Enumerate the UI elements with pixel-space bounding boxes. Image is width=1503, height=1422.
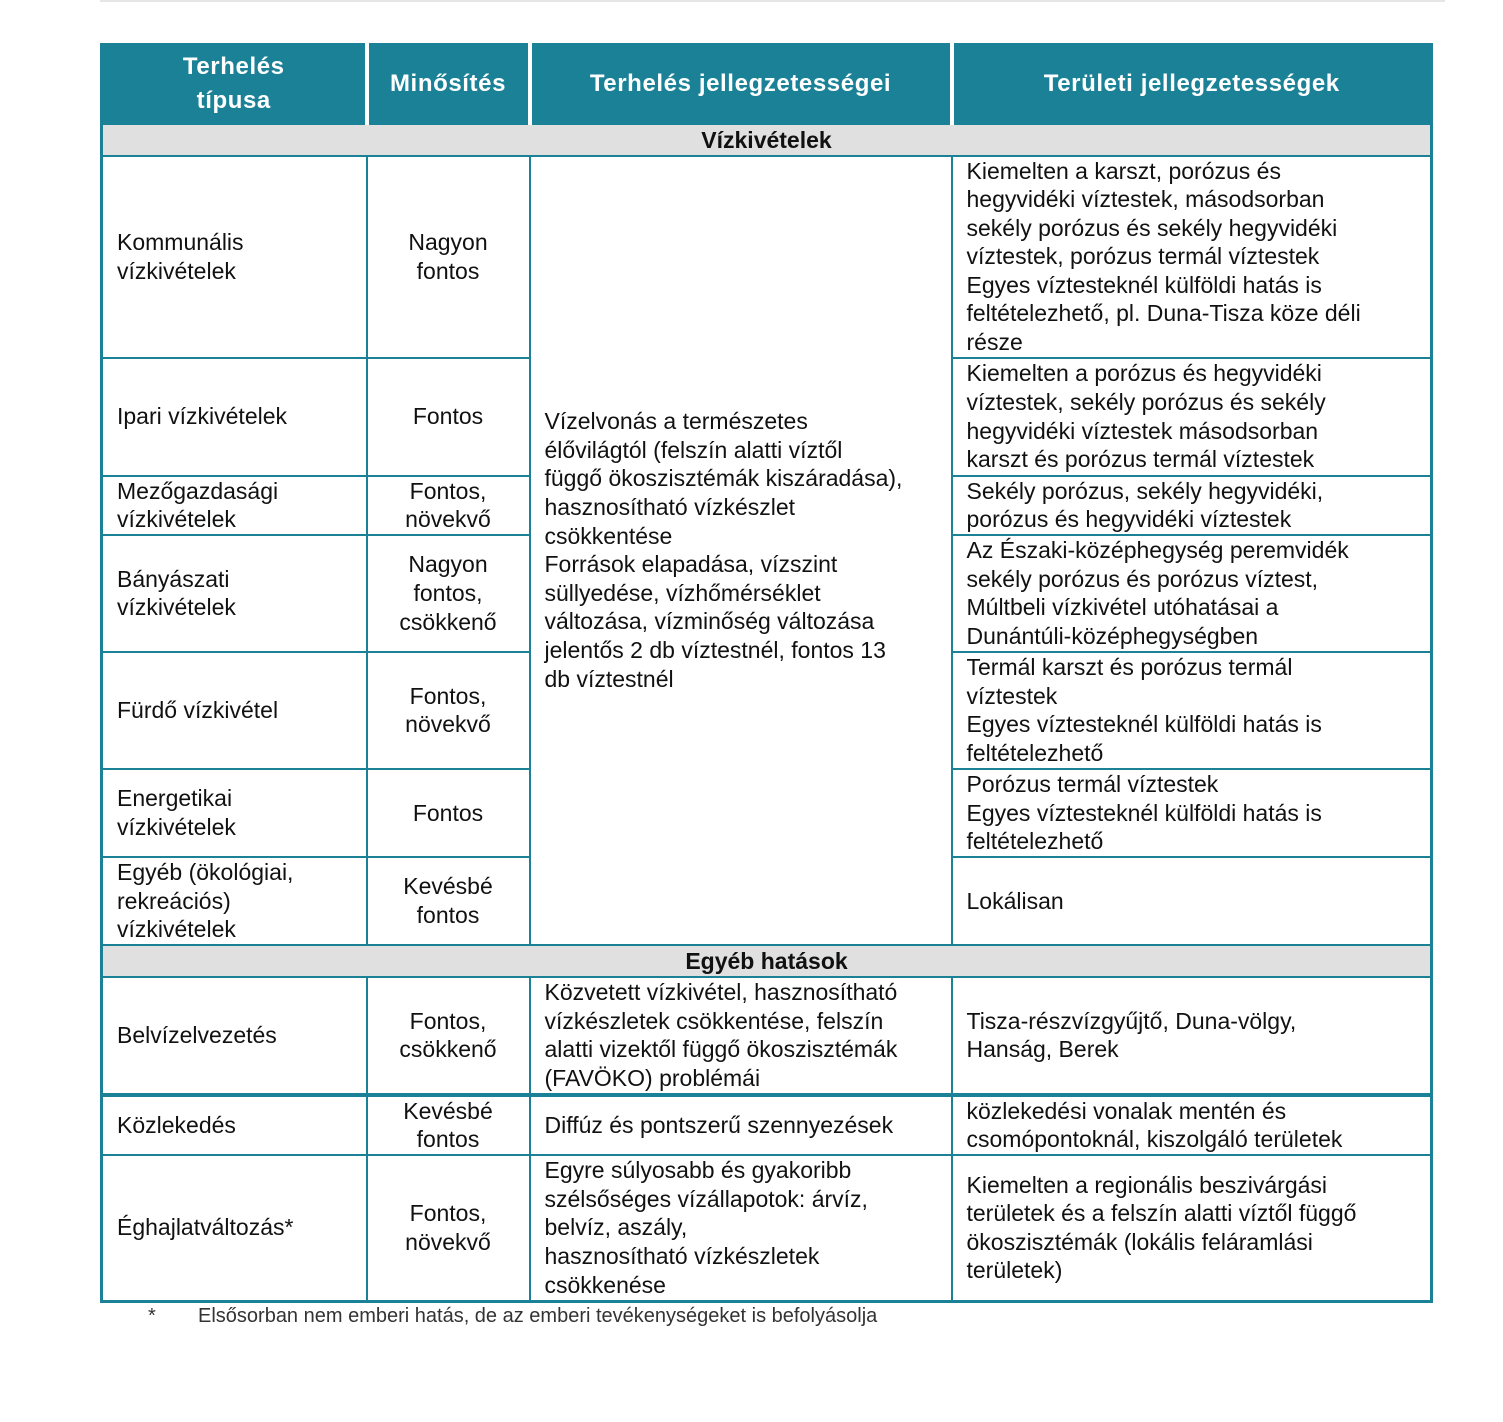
- rating-cell: Kevésbé fontos: [367, 857, 530, 945]
- rating-cell: Nagyon fontos: [367, 156, 530, 358]
- footnote: [148, 1305, 877, 1328]
- footnote-mark: *: [148, 1305, 156, 1327]
- area-cell: Az Északi-középhegység peremvidék sekély porózus és porózus víztest, Múltbeli vízkivétel utóhatásai a Dunántúli-középhegységben: [952, 535, 1432, 652]
- table-row: [102, 1095, 1432, 1155]
- load-type-cell: Mezőgazdasági vízkivételek: [102, 476, 367, 535]
- top-rule: [100, 0, 1445, 2]
- pressure-table: [100, 43, 1433, 1303]
- load-type-cell: Közlekedés: [102, 1095, 367, 1155]
- section-water-abstraction: Vízkivételek: [102, 124, 1432, 156]
- effect-cell: Egyre súlyosabb és gyakoribb szélsőséges vízállapotok: árvíz, belvíz, aszály, hasznosítható vízkészletek csökkenése: [530, 1155, 952, 1301]
- rating-cell: Fontos, növekvő: [367, 476, 530, 535]
- section-row: [102, 945, 1432, 977]
- rating-cell: Kevésbé fontos: [367, 1095, 530, 1155]
- load-type-cell: Egyéb (ökológiai, rekreációs) vízkivételek: [102, 857, 367, 945]
- footnote-text: Elsősorban nem emberi hatás, de az emberi tevékenységeket is befolyásolja: [198, 1305, 878, 1327]
- table-row: [102, 156, 1432, 358]
- load-type-cell: Kommunális vízkivételek: [102, 156, 367, 358]
- area-cell: Sekély porózus, sekély hegyvidéki, porózus és hegyvidéki víztestek: [952, 476, 1432, 535]
- header-load-characteristics: Terhelés jellegzetességei: [530, 45, 952, 124]
- rating-cell: Fontos, növekvő: [367, 652, 530, 769]
- rating-cell: Nagyon fontos, csökkenő: [367, 535, 530, 652]
- table-row: [102, 1155, 1432, 1301]
- effect-cell: Diffúz és pontszerű szennyezések: [530, 1095, 952, 1155]
- area-cell: Porózus termál víztestek Egyes víztesteknél külföldi hatás is feltételezhető: [952, 769, 1432, 857]
- load-type-cell: Belvízelvezetés: [102, 977, 367, 1095]
- header-row: [102, 45, 1432, 124]
- rating-cell: Fontos, növekvő: [367, 1155, 530, 1301]
- area-cell: Kiemelten a porózus és hegyvidéki víztestek, sekély porózus és sekély hegyvidéki víztestek másodsorban karszt és porózus termál víztestek: [952, 358, 1432, 476]
- rating-cell: Fontos: [367, 358, 530, 476]
- rating-cell: Fontos, csökkenő: [367, 977, 530, 1095]
- load-type-cell: Energetikai vízkivételek: [102, 769, 367, 857]
- load-type-cell: Ipari vízkivételek: [102, 358, 367, 476]
- header-rating: Minősítés: [367, 45, 530, 124]
- section-other-effects: Egyéb hatások: [102, 945, 1432, 977]
- area-cell: közlekedési vonalak mentén és csomópontoknál, kiszolgáló területek: [952, 1095, 1432, 1155]
- header-load-type: Terhelés típusa: [102, 45, 367, 124]
- load-type-cell: Bányászati vízkivételek: [102, 535, 367, 652]
- load-type-cell: Éghajlatváltozás*: [102, 1155, 367, 1301]
- area-cell: Termál karszt és porózus termál víztestek Egyes víztesteknél külföldi hatás is feltételezhető: [952, 652, 1432, 769]
- section-row: [102, 124, 1432, 156]
- load-type-cell: Fürdő vízkivétel: [102, 652, 367, 769]
- area-cell: Tisza-részvízgyűjtő, Duna-völgy, Hanság, Berek: [952, 977, 1432, 1095]
- shared-effect-cell: Vízelvonás a természetes élővilágtól (felszín alatti víztől függő ökoszisztémák kiszáradása), hasznosítható vízkészlet csökkentése Források elapadása, vízszint süllyedése, vízhőmérséklet változása, vízminőség változása jelentős 2 db víztestnél, fontos 13 db víztestnél: [530, 156, 952, 945]
- area-cell: Kiemelten a karszt, porózus és hegyvidéki víztestek, másodsorban sekély porózus és sekély hegyvidéki víztestek, porózus termál víztestek Egyes víztesteknél külföldi hatás is feltételezhető, pl. Duna-Tisza köze déli része: [952, 156, 1432, 358]
- rating-cell: Fontos: [367, 769, 530, 857]
- header-area-characteristics: Területi jellegzetességek: [952, 45, 1432, 124]
- area-cell: Kiemelten a regionális beszivárgási területek és a felszín alatti víztől függő ökoszisztémák (lokális feláramlási területek): [952, 1155, 1432, 1301]
- table-row: [102, 977, 1432, 1095]
- effect-cell: Közvetett vízkivétel, hasznosítható vízkészletek csökkentése, felszín alatti vizektől függő ökoszisztémák (FAVÖKO) problémái: [530, 977, 952, 1095]
- area-cell: Lokálisan: [952, 857, 1432, 945]
